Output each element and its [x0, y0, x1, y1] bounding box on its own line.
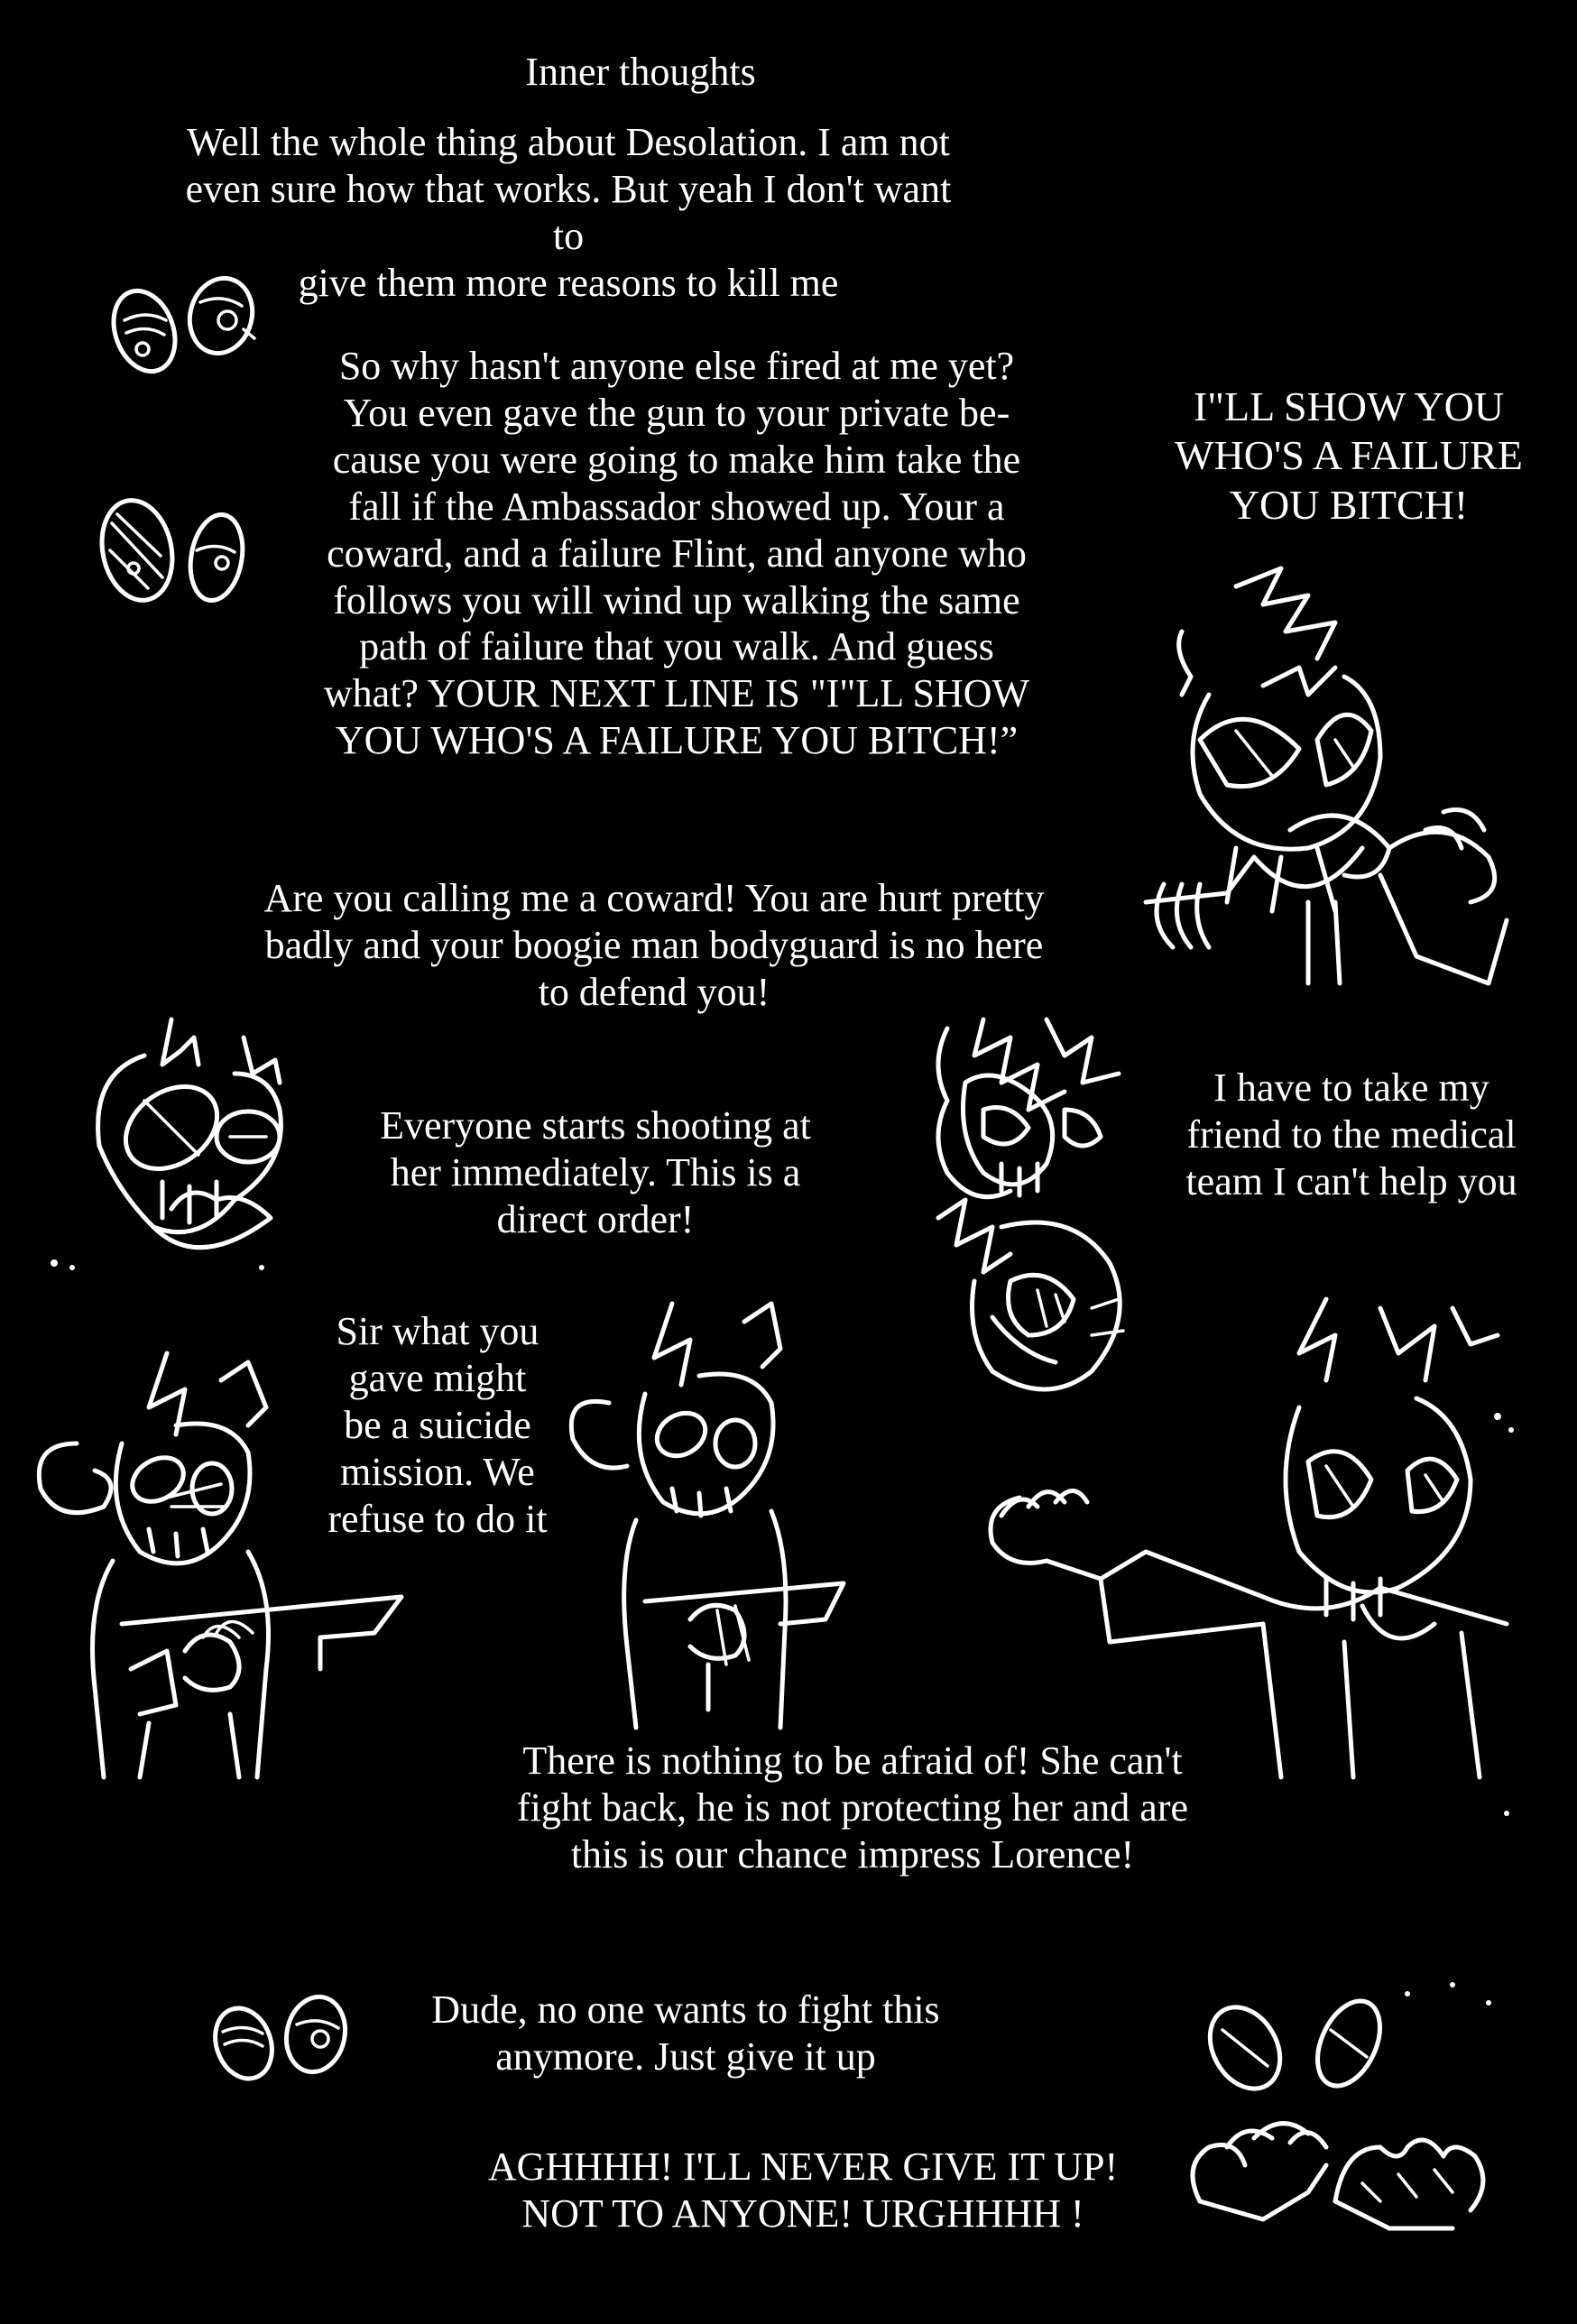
suicide-mission-dialogue: Sir what you gave might be a suicide mission. We refuse to do it — [327, 1309, 548, 1541]
medical-team-dialogue: I have to take my friend to the medical team I can't help you — [1185, 1065, 1517, 1204]
soldier-with-gun-left — [23, 1326, 410, 1795]
inner-thoughts-title: Inner thoughts — [525, 50, 756, 94]
reaching-masked-figure — [965, 1281, 1525, 1786]
ill-show-you-dialogue: I"LL SHOW YOU WHO'S A FAILURE YOU BITCH! — [1175, 383, 1523, 528]
flint-pointing-figure — [1128, 559, 1516, 992]
eyes-icon-top — [99, 266, 271, 388]
nothing-to-be-afraid-of-dialogue: There is nothing to be afraid of! She can't fight back, he is not protecting her and are this is our chance impress Lorence! — [516, 1738, 1189, 1877]
why-hasnt-anyone-fired-dialogue: So why hasn't anyone else fired at me yet? You even gave the gun to your private be- cause you were going to make him take the fall if the Ambassador showed up. Your a coward, and a failure Flint, and anyone who follows you will wind up walking the same path of failure that you walk. And guess what? YOUR NEXT LINE IS "I"LL SHOW YOU WHO'S A FAILURE YOU BITCH!” — [323, 344, 1030, 763]
calling-me-a-coward-dialogue: Are you calling me a coward! You are hurt pretty badly and your boogie man bodyguard is no here to defend you! — [263, 876, 1045, 1014]
angry-eyes-claws-figure — [1182, 1967, 1507, 2264]
soldier-with-gun-middle — [555, 1286, 889, 1737]
eyes-icon-bottom — [203, 1985, 365, 2093]
direct-order-dialogue: Everyone starts shooting at her immediately. This is a direct order! — [380, 1103, 811, 1241]
eyes-icon-middle — [90, 487, 262, 622]
never-give-it-up-dialogue: AGHHHH! I'LL NEVER GIVE IT UP! NOT TO ANYONE! URGHHHH ! — [487, 2144, 1119, 2236]
crowned-masked-figure — [36, 1001, 316, 1290]
desolation-dialogue: Well the whole thing about Desolation. I am not even sure how that works. But yeah I don't want to give them more reasons to kill me — [185, 120, 952, 305]
give-it-up-dialogue: Dude, no one wants to fight this anymore. Just give it up — [431, 1987, 940, 2079]
